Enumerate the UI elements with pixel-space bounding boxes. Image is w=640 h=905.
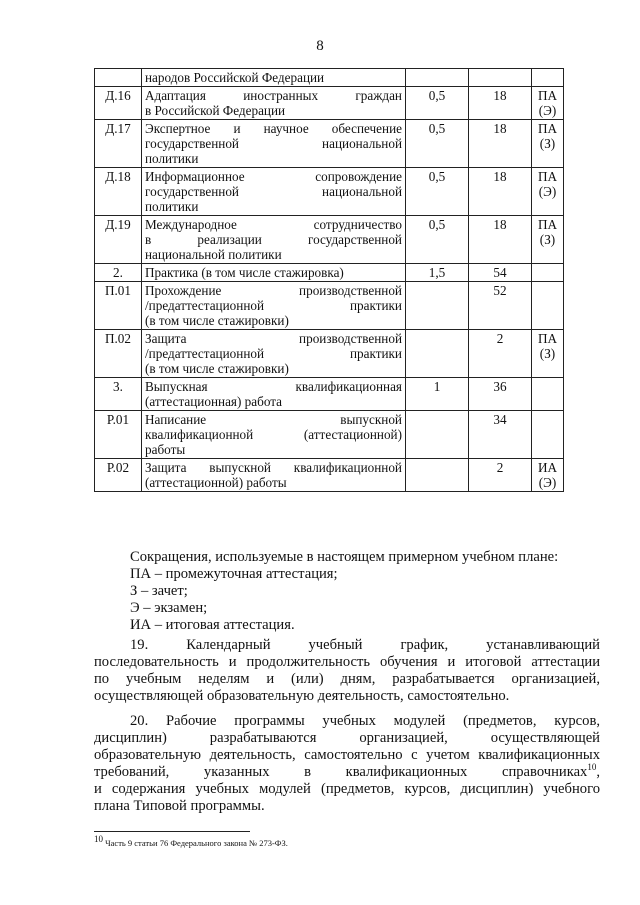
row-assessment-form xyxy=(532,378,564,411)
row-name-line: (в том числе стажировки) xyxy=(145,313,289,328)
row-code: Д.19 xyxy=(95,216,142,264)
paragraph-line: 19. Календарный учебный график, устанавливающий xyxy=(130,637,600,653)
paragraph-line: осуществляющей образовательную деятельность, самостоятельно. xyxy=(94,688,510,704)
row-code: П.02 xyxy=(95,330,142,378)
row-code: Д.17 xyxy=(95,120,142,168)
row-hours-a xyxy=(406,411,469,459)
row-hours-a xyxy=(406,69,469,87)
row-name-line: в реализации государственной xyxy=(145,232,402,247)
row-name xyxy=(142,168,406,216)
punctuation: , xyxy=(596,764,600,780)
row-name xyxy=(142,282,406,330)
row-hours-b: 34 xyxy=(469,411,532,459)
paragraph-line: последовательность и продолжительность обучения и итоговой аттестации xyxy=(94,654,600,670)
paragraph-line: плана Типовой программы. xyxy=(94,798,265,814)
paragraph-line xyxy=(94,764,600,781)
footnote-number: 10 xyxy=(94,834,103,845)
paragraph-line: 20. Рабочие программы учебных модулей (предметов, курсов, xyxy=(130,713,600,729)
footnote-reference: 10 xyxy=(587,762,597,773)
abbreviation-item: З – зачет; xyxy=(130,583,188,599)
row-name xyxy=(142,216,406,264)
row-name xyxy=(142,378,406,411)
table-row xyxy=(95,459,564,492)
row-assessment-form: ИА (Э) xyxy=(532,459,564,492)
row-code: Д.18 xyxy=(95,168,142,216)
row-name-line: политики xyxy=(145,151,199,166)
row-name-line: Практика (в том числе стажировка) xyxy=(145,265,344,280)
table-row xyxy=(95,264,564,282)
row-hours-b: 18 xyxy=(469,216,532,264)
table-row xyxy=(95,69,564,87)
row-name-line: национальной политики xyxy=(145,247,282,262)
abbreviations-block xyxy=(94,549,600,634)
row-name-line: Защита производственной xyxy=(145,331,402,346)
row-code: 2. xyxy=(95,264,142,282)
row-code: П.01 xyxy=(95,282,142,330)
row-name-line: государственной национальной xyxy=(145,136,402,151)
row-name-line: работы xyxy=(145,442,186,457)
row-code: Р.02 xyxy=(95,459,142,492)
row-name xyxy=(142,69,406,87)
row-hours-a: 1,5 xyxy=(406,264,469,282)
paragraph-20 xyxy=(94,713,600,815)
row-assessment-form: ПА (Э) xyxy=(532,168,564,216)
row-hours-a xyxy=(406,282,469,330)
row-name-line: Экспертное и научное обеспечение xyxy=(145,121,402,136)
footnote-text: Часть 9 статьи 76 Федерального закона № 273-ФЗ. xyxy=(105,838,288,848)
row-name-line: /предаттестационной практики xyxy=(145,298,402,313)
row-code: Р.01 xyxy=(95,411,142,459)
row-name-line: Адаптация иностранных граждан xyxy=(145,88,402,103)
row-name-line: квалификационной (аттестационной) xyxy=(145,427,402,442)
row-hours-a: 0,5 xyxy=(406,120,469,168)
row-assessment-form: ПА (З) xyxy=(532,216,564,264)
table-row xyxy=(95,411,564,459)
table-row xyxy=(95,216,564,264)
row-assessment-form xyxy=(532,282,564,330)
abbreviation-item: Э – экзамен; xyxy=(130,600,208,616)
row-name xyxy=(142,330,406,378)
row-hours-b: 36 xyxy=(469,378,532,411)
row-hours-b: 18 xyxy=(469,168,532,216)
row-name-line: в Российской Федерации xyxy=(145,103,286,118)
paragraph-19 xyxy=(94,637,600,705)
row-hours-b xyxy=(469,69,532,87)
abbreviation-item: ИА – итоговая аттестация. xyxy=(130,617,295,633)
abbreviations-intro: Сокращения, используемые в настоящем примерном учебном плане: xyxy=(130,549,559,565)
row-hours-b: 18 xyxy=(469,120,532,168)
row-hours-a xyxy=(406,459,469,492)
row-hours-a xyxy=(406,330,469,378)
row-name-line: Международное сотрудничество xyxy=(145,217,402,232)
row-name-line: /предаттестационной практики xyxy=(145,346,402,361)
row-name xyxy=(142,411,406,459)
row-hours-a: 1 xyxy=(406,378,469,411)
row-name xyxy=(142,120,406,168)
row-assessment-form: ПА (Э) xyxy=(532,87,564,120)
row-hours-a: 0,5 xyxy=(406,168,469,216)
row-name xyxy=(142,459,406,492)
table-row xyxy=(95,120,564,168)
table-row xyxy=(95,282,564,330)
footnote-divider xyxy=(94,831,250,832)
row-name-line: (в том числе стажировки) xyxy=(145,361,289,376)
row-name-line: политики xyxy=(145,199,199,214)
row-assessment-form xyxy=(532,69,564,87)
page-number: 8 xyxy=(316,38,324,54)
row-assessment-form xyxy=(532,411,564,459)
row-hours-a: 0,5 xyxy=(406,216,469,264)
paragraph-line-text: требований, указанных в квалификационных справочниках xyxy=(94,764,588,780)
row-name-line: Написание выпускной xyxy=(145,412,402,427)
row-name-line: Выпускная квалификационная xyxy=(145,379,402,394)
paragraph-line: и содержания учебных модулей (предметов, курсов, дисциплин) учебного xyxy=(94,781,600,797)
table-row xyxy=(95,87,564,120)
row-hours-a: 0,5 xyxy=(406,87,469,120)
row-hours-b: 52 xyxy=(469,282,532,330)
row-name-line: народов Российской Федерации xyxy=(145,70,325,85)
row-assessment-form: ПА (З) xyxy=(532,330,564,378)
row-code: Д.16 xyxy=(95,87,142,120)
row-name-line: (аттестационной) работы xyxy=(145,475,287,490)
row-name-line: государственной национальной xyxy=(145,184,402,199)
row-name xyxy=(142,264,406,282)
row-name-line: Защита выпускной квалификационной xyxy=(145,460,402,475)
table-row xyxy=(95,168,564,216)
row-name-line: Информационное сопровождение xyxy=(145,169,402,184)
row-assessment-form xyxy=(532,264,564,282)
row-hours-b: 18 xyxy=(469,87,532,120)
row-assessment-form: ПА (З) xyxy=(532,120,564,168)
paragraph-line: дисциплин) разрабатываются организацией, осуществляющей xyxy=(94,730,600,746)
abbreviation-item: ПА – промежуточная аттестация; xyxy=(130,566,338,582)
paragraph-line: образовательную деятельность, самостоятельно с учетом квалификационных xyxy=(94,747,600,763)
row-hours-b: 2 xyxy=(469,330,532,378)
row-code: 3. xyxy=(95,378,142,411)
row-name xyxy=(142,87,406,120)
row-hours-b: 54 xyxy=(469,264,532,282)
paragraph-line: по учебным неделям и (или) дням, разрабатывается организацией, xyxy=(94,671,600,687)
row-code xyxy=(95,69,142,87)
table-row xyxy=(95,378,564,411)
row-hours-b: 2 xyxy=(469,459,532,492)
row-name-line: (аттестационная) работа xyxy=(145,394,283,409)
table-row xyxy=(95,330,564,378)
curriculum-table xyxy=(94,68,564,492)
footnote xyxy=(94,834,288,848)
row-name-line: Прохождение производственной xyxy=(145,283,402,298)
